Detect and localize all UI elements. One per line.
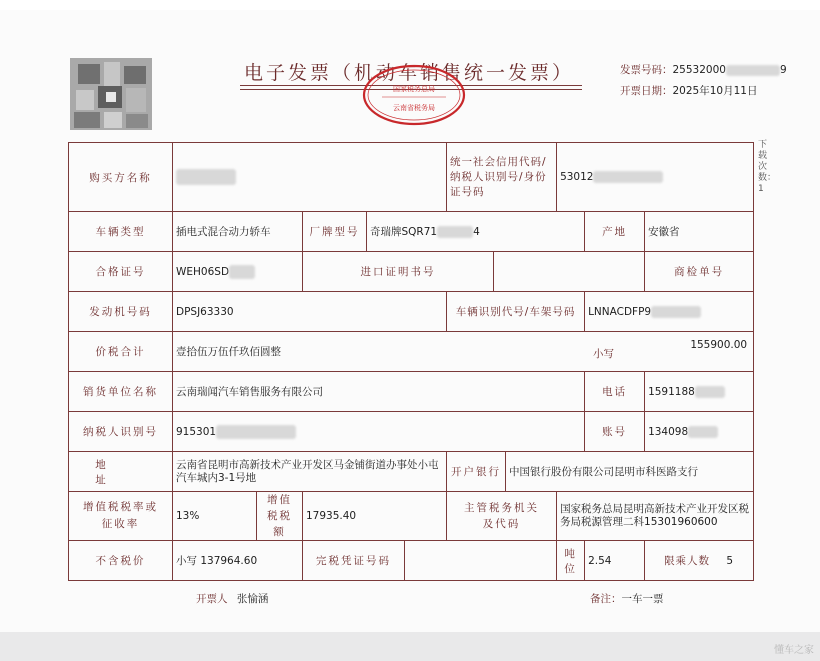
phone-text: 1591188 (648, 385, 695, 398)
download-count-note: 下载次数：1 (758, 140, 777, 194)
seller-name-label: 销货单位名称 (69, 372, 173, 412)
redacted-block (651, 306, 701, 318)
issuer-label: 开票人 (196, 593, 228, 605)
vehicle-row (69, 212, 754, 252)
remark-value: 一车一票 (621, 593, 664, 605)
passengers-value: 5 (726, 555, 735, 567)
buyer-name-label: 购买方名称 (69, 143, 173, 212)
seal-top-text: 国家税务总局 (393, 85, 435, 93)
seller-tax-row (69, 412, 754, 452)
certificate-value (173, 252, 303, 292)
account-text: 134098 (648, 425, 689, 438)
total-price-number: 155900.00 (690, 339, 748, 351)
issuer-value: 张愉涵 (236, 593, 269, 605)
remark-label: 备注： (590, 593, 622, 605)
issuer (196, 591, 268, 606)
brand-model-label: 厂牌型号 (303, 212, 367, 252)
bank-label: 开户银行 (447, 452, 506, 492)
seller-row (69, 372, 754, 412)
engine-row (69, 292, 754, 332)
qr-code (70, 58, 152, 130)
redacted-block (688, 426, 718, 438)
pre-tax-value: 小写 137964.60 (173, 541, 303, 581)
redacted-block (216, 425, 296, 439)
total-price-row (69, 332, 754, 372)
certificate-row (69, 252, 754, 292)
vehicle-type-value: 插电式混合动力轿车 (173, 212, 303, 252)
tax-authority-value: 国家税务总局昆明高新技术产业开发区税务局税源管理二科15301960600 (557, 492, 754, 541)
certificate-label: 合格证号 (69, 252, 173, 292)
vehicle-type-label: 车辆类型 (69, 212, 173, 252)
seller-tax-id-value (173, 412, 585, 452)
certificate-text: WEH06SD (176, 265, 230, 278)
tax-voucher-label: 完税凭证号码 (303, 541, 405, 581)
watermark: 懂车之家 (774, 645, 814, 656)
invoice-number-value: 25532000 (672, 64, 726, 76)
pre-tax-row (69, 541, 754, 581)
tonnage-value: 2.54 (585, 541, 645, 581)
remark (590, 591, 664, 606)
buyer-tax-id-value (557, 143, 754, 212)
issue-date-value: 2025年10月11日 (672, 85, 758, 97)
redacted-block (695, 386, 725, 398)
seal-bottom-text: 云南省税务局 (393, 104, 435, 112)
vat-row (69, 492, 754, 541)
vin-label: 车辆识别代号/车架号码 (447, 292, 585, 332)
passengers-label: 限乘人数 (664, 555, 711, 567)
buyer-tax-id-label: 统一社会信用代码/纳税人识别号/身份证号码 (447, 143, 557, 212)
lowercase-label: 小写 (593, 348, 614, 360)
buyer-tax-id-text: 53012 (560, 171, 594, 183)
vin-text: LNNACDFP9 (588, 305, 652, 318)
brand-model-value (367, 212, 585, 252)
account-label: 账号 (585, 412, 645, 452)
origin-label: 产地 (585, 212, 645, 252)
commodity-inspection-label: 商检单号 (645, 252, 754, 292)
redacted-block (176, 169, 236, 185)
account-value (645, 412, 754, 452)
engine-number-value: DPSJ63330 (173, 292, 447, 332)
vat-amount-value: 17935.40 (303, 492, 447, 541)
total-price-words: 壹拾伍万伍仟玖佰圆整 (176, 346, 281, 358)
brand-model-text: 奇瑞牌SQR71 (370, 226, 438, 238)
address-label: 地址 (69, 452, 173, 492)
invoice-number (620, 62, 787, 77)
origin-value: 安徽省 (645, 212, 754, 252)
total-price-value (173, 332, 754, 372)
pre-tax-label: 不含税价 (69, 541, 173, 581)
seller-tax-id-label: 纳税人识别号 (69, 412, 173, 452)
issue-date-label: 开票日期： (620, 85, 673, 97)
issue-date (620, 83, 757, 98)
address-value: 云南省昆明市高新技术产业开发区马金铺街道办事处小屯汽车城内3-1号地 (173, 452, 447, 492)
bank-value: 中国银行股份有限公司昆明市科医路支行 (506, 452, 754, 492)
seller-tax-id-text: 915301 (176, 425, 217, 438)
vat-rate-label: 增值税税率或征收率 (69, 492, 173, 541)
invoice-number-label: 发票号码： (620, 64, 673, 76)
vat-amount-label: 增值税税额 (257, 492, 303, 541)
phone-value (645, 372, 754, 412)
tax-voucher-value (405, 541, 557, 581)
tonnage-label: 吨位 (557, 541, 585, 581)
address-row (69, 452, 754, 492)
phone-label: 电话 (585, 372, 645, 412)
import-cert-value (494, 252, 645, 292)
seller-name-value: 云南瑞闻汽车销售服务有限公司 (173, 372, 585, 412)
engine-number-label: 发动机号码 (69, 292, 173, 332)
total-price-label: 价税合计 (69, 332, 173, 372)
buyer-name-value (173, 143, 447, 212)
buyer-row (69, 143, 754, 212)
redacted-block (593, 171, 663, 183)
vat-rate-value: 13% (173, 492, 257, 541)
bottom-margin (0, 632, 820, 661)
passengers-area (645, 541, 754, 581)
redacted-block (726, 65, 780, 76)
invoice-table (68, 142, 754, 581)
redacted-block (229, 265, 255, 279)
top-margin (0, 0, 820, 10)
invoice-number-tail: 9 (779, 64, 787, 76)
tax-bureau-seal (362, 64, 466, 126)
brand-model-tail: 4 (473, 226, 480, 238)
invoice-title: 电子发票（机动车销售统一发票） (244, 62, 575, 84)
vin-value (585, 292, 754, 332)
tax-authority-label: 主管税务机关及代码 (447, 492, 557, 541)
import-cert-label: 进口证明书号 (303, 252, 494, 292)
redacted-block (437, 226, 473, 238)
